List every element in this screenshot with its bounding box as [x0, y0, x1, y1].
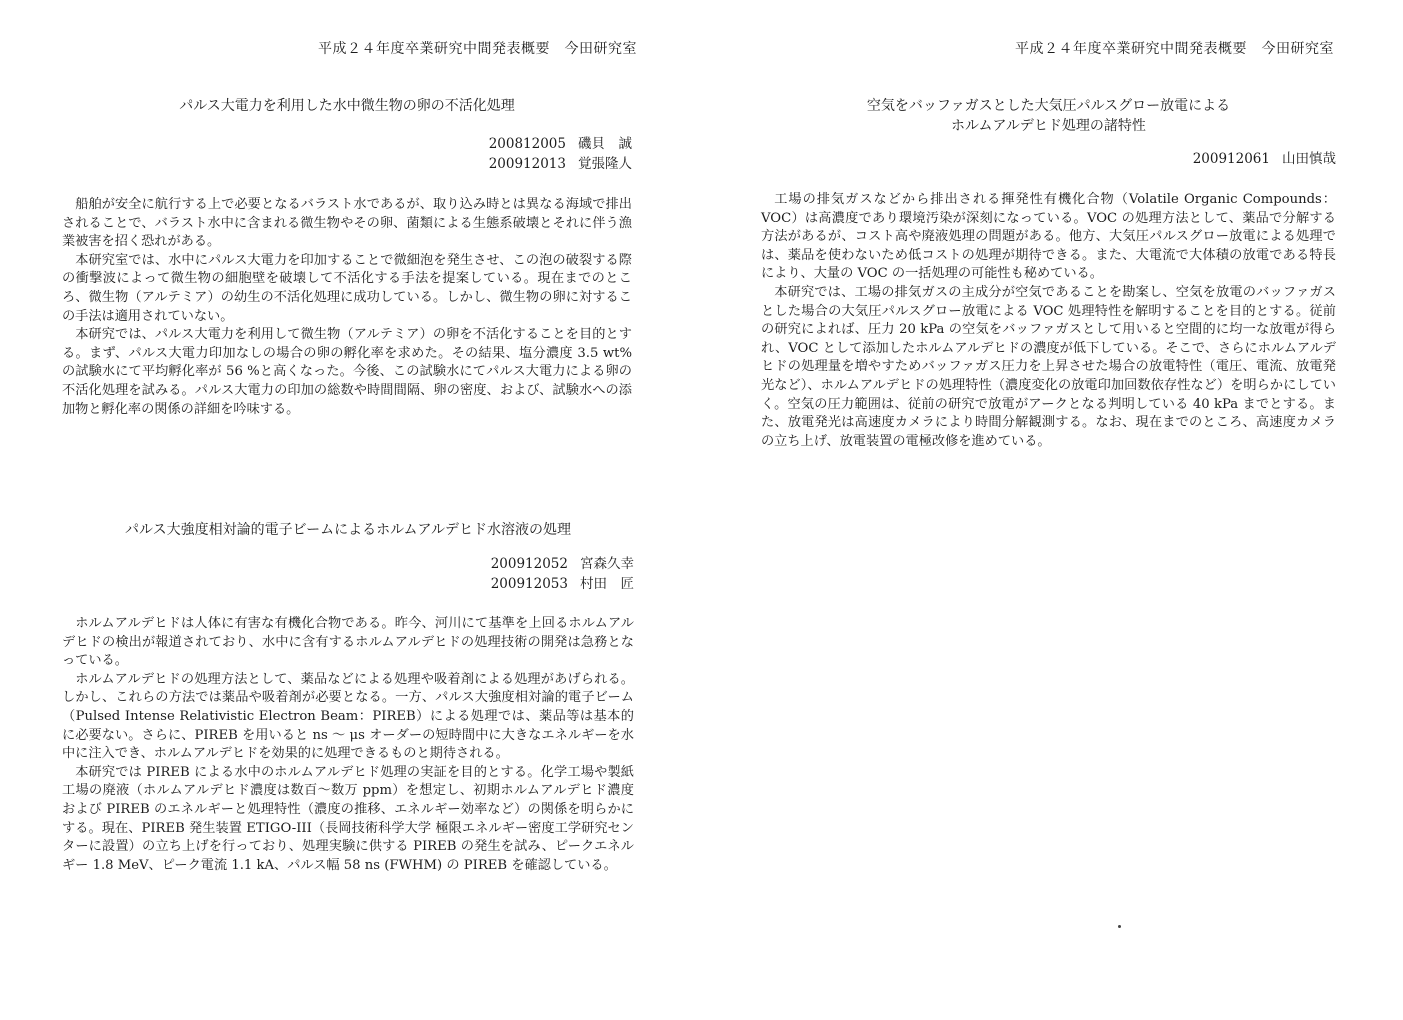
author-row	[62, 574, 634, 594]
body-paragraph: 本研究では PIREB による水中のホルムアルデヒド処理の実証を目的とする。化学工場や製紙工場の廃液（ホルムアルデヒド濃度は数百～数万 ppm）を想定し、初期ホルムアルデヒド濃度および PIREB のエネルギーと処理特性（濃度の推移、エネルギー効率など）の関係を明らかにする。現在、PIREB 発生装置 ETIGO-III（長岡技術科学大学 極限エネルギー密度工学研究センターに設置）の立ち上げを行っており、処理実験に供する PIREB の発生を試み、ピークエネルギー 1.8 MeV、ピーク電流 1.1 kA、パルス幅 58 ns (FWHM) の PIREB を確認している。	[62, 764, 634, 873]
scan-speck	[1118, 925, 1121, 928]
author-name: 村田 匠	[580, 576, 634, 592]
author-list	[62, 134, 632, 174]
author-list	[62, 554, 634, 594]
author-name: 覚張隆人	[578, 156, 632, 172]
abstract-glow-discharge	[761, 96, 1336, 451]
author-row	[761, 149, 1336, 169]
title-line: ホルムアルデヒド処理の諸特性	[951, 118, 1146, 134]
author-row	[62, 554, 634, 574]
abstract-body	[62, 196, 632, 419]
abstract-pireb-formaldehyde	[62, 520, 634, 875]
body-paragraph: 船舶が安全に航行する上で必要となるバラスト水であるが、取り込み時とは異なる海域で排出されることで、バラスト水中に含まれる微生物やその卵、菌類による生態系破壊とそれに伴う漁業被害を招く恐れがある。	[62, 197, 632, 250]
abstract-body	[761, 191, 1336, 451]
student-id: 200912053	[490, 576, 568, 592]
author-name: 宮森久幸	[580, 556, 634, 572]
body-paragraph: 工場の排気ガスなどから排出される揮発性有機化合物（Volatile Organic Compounds：VOC）は高濃度であり環境汚染が深刻になっている。VOC の処理方法として、薬品で分解する方法があるが、コスト高や廃液処理の問題がある。他方、大気圧パルスグロー放電による処理では、薬品を使わないため低コストの処理が期待できる。また、大電流で大体積の放電である特長により、大量の VOC の一括処理の可能性も秘めている。	[761, 192, 1336, 282]
abstract-title: パルス大強度相対論的電子ビームによるホルムアルデヒド水溶液の処理	[125, 522, 571, 538]
abstract-title: パルス大電力を利用した水中微生物の卵の不活化処理	[179, 98, 515, 114]
body-paragraph: 本研究室では、水中にパルス大電力を印加することで微細泡を発生させ、この泡の破裂する際の衝撃波によって微生物の細胞壁を破壊して不活化する手法を提案している。現在までのところ、微生物（アルテミア）の幼生の不活化処理に成功している。しかし、微生物の卵に対するこの手法は適用されていない。	[62, 252, 632, 324]
author-row	[62, 134, 632, 154]
author-list	[761, 149, 1336, 169]
author-name: 山田慎哉	[1282, 151, 1336, 167]
body-paragraph: ホルムアルデヒドの処理方法として、薬品などによる処理や吸着剤による処理があげられる。しかし、これらの方法では薬品や吸着剤が必要となる。一方、パルス大強度相対論的電子ビーム（Pulsed Intense Relativistic Electron Beam：PIREB）による処理では、薬品等は基本的に必要ない。さらに、PIREB を用いると ns ～ μs オーダーの短時間中に大きなエネルギーを水中に注入でき、ホルムアルデヒドを効果的に処理できるものと期待される。	[62, 671, 634, 762]
left-page-header: 平成２４年度卒業研究中間発表概要 今田研究室	[318, 41, 637, 57]
abstract-title	[761, 96, 1336, 136]
author-row	[62, 154, 632, 174]
student-id: 200912052	[490, 556, 568, 572]
right-page-header: 平成２４年度卒業研究中間発表概要 今田研究室	[1015, 41, 1334, 57]
student-id: 200912061	[1192, 151, 1270, 167]
abstract-artemia-eggs	[62, 96, 632, 419]
body-paragraph: 本研究では、工場の排気ガスの主成分が空気であることを勘案し、空気を放電のバッファガスとした場合の大気圧パルスグロー放電による VOC 処理特性を解明することを目的とする。従前の研究によれば、圧力 20 kPa の空気をバッファガスとして用いると空間的に均一な放電が得られ、VOC として添加したホルムアルデヒドの濃度が低下している。そこで、さらにホルムアルデヒドの処理量を増やすためバッファガス圧力を上昇させた場合の放電特性（電圧、電流、放電発光など）、ホルムアルデヒドの処理特性（濃度変化の放電印加回数依存性など）を明らかにしていく。空気の圧力範囲は、従前の研究で放電がアークとなる判明している 40 kPa までとする。また、放電発光は高速度カメラにより時間分解観測する。なお、現在までのところ、高速度カメラの立ち上げ、放電装置の電極改修を進めている。	[761, 284, 1336, 449]
body-paragraph: 本研究では、パルス大電力を利用して微生物（アルテミア）の卵を不活化することを目的とする。まず、パルス大電力印加なしの場合の卵の孵化率を求めた。その結果、塩分濃度 3.5 wt%の試験水にて平均孵化率が 56 %と高くなった。今後、この試験水にてパルス大電力による卵の不活化処理を試みる。パルス大電力の印加の総数や時間間隔、卵の密度、および、試験水への添加物と孵化率の関係の詳細を吟味する。	[62, 327, 632, 417]
author-name: 磯貝 誠	[578, 136, 632, 152]
abstract-body	[62, 615, 634, 875]
student-id: 200812005	[488, 136, 566, 152]
body-paragraph: ホルムアルデヒドは人体に有害な有機化合物である。昨今、河川にて基準を上回るホルムアルデヒドの検出が報道されており、水中に含有するホルムアルデヒドの処理技術の開発は急務となっている。	[62, 616, 634, 669]
student-id: 200912013	[488, 156, 566, 172]
title-line: 空気をバッファガスとした大気圧パルスグロー放電による	[866, 98, 1231, 114]
